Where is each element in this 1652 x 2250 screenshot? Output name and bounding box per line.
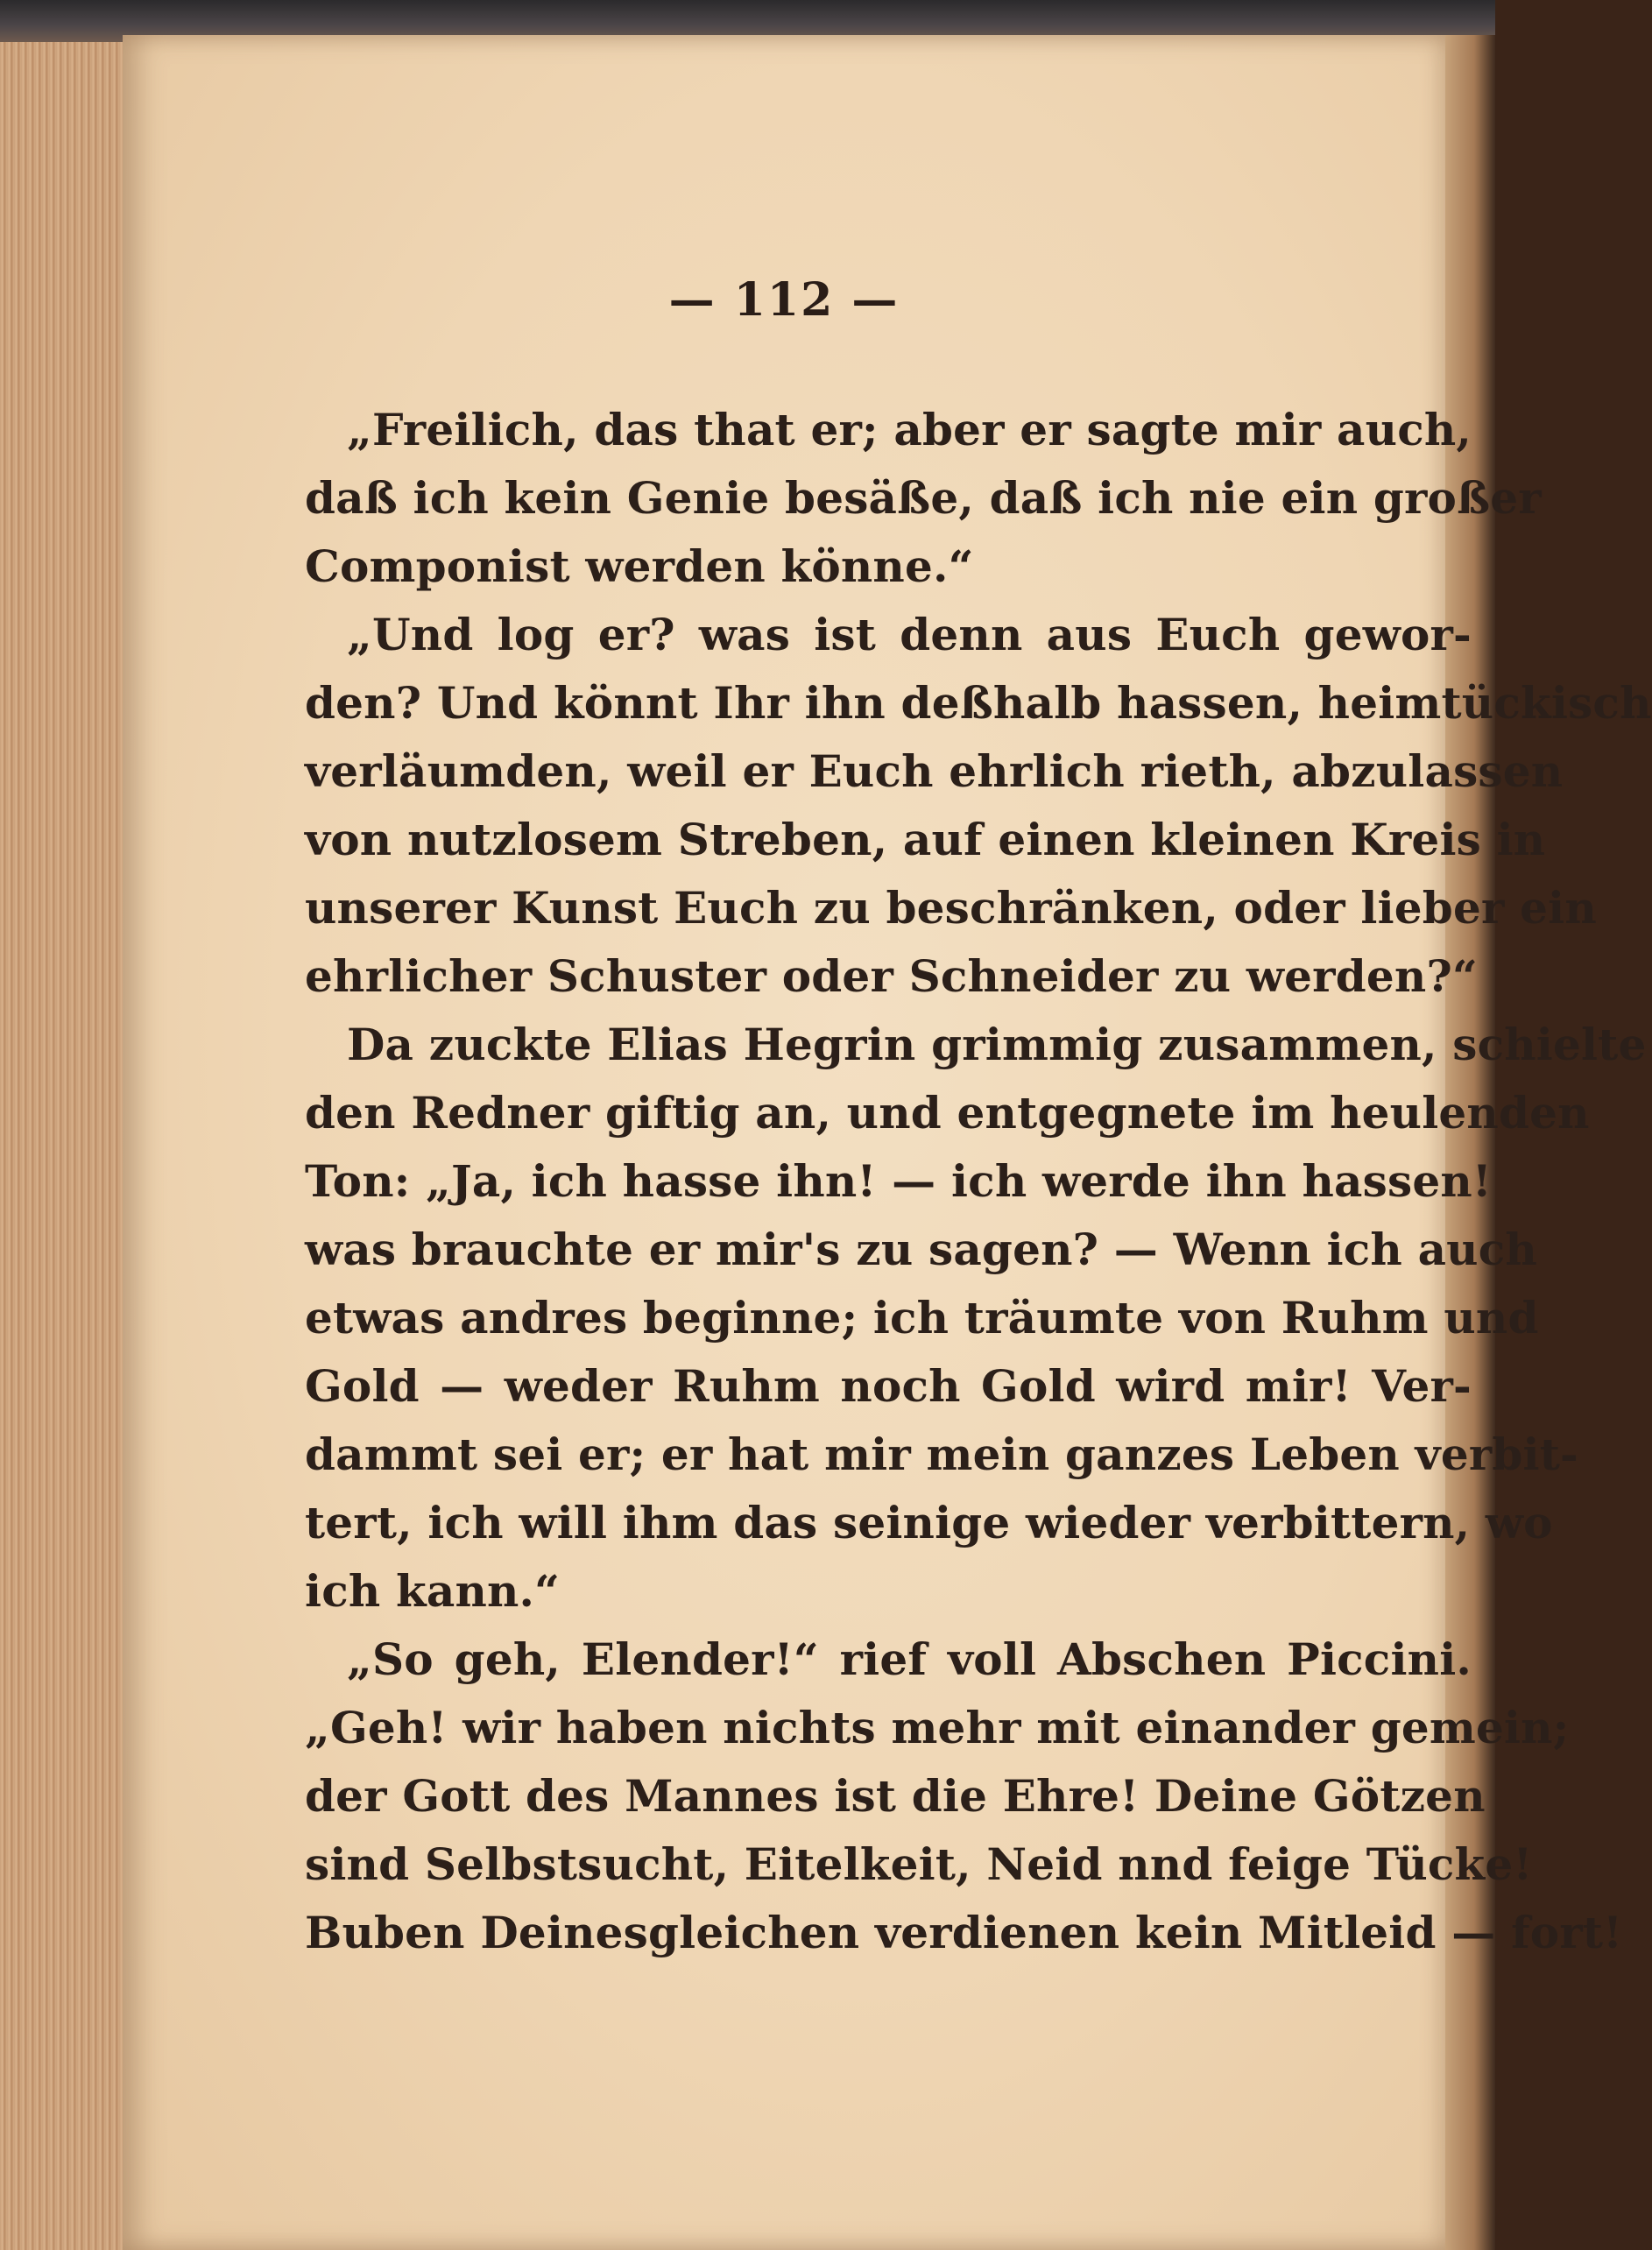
text-line: unserer Kunst Euch zu beschränken, oder lieber ein <box>305 882 1597 934</box>
text-line: der Gott des Mannes ist die Ehre! Deine Götzen <box>305 1770 1486 1822</box>
text-line: den Redner giftig an, und entgegnete im heulenden <box>305 1087 1590 1139</box>
page-number: — 112 — <box>668 273 900 327</box>
text-line: Ton: „Ja, ich hasse ihn! — ich werde ihn hassen! <box>305 1155 1493 1207</box>
text-line: daß ich kein Genie besäße, daß ich nie ein großer <box>305 472 1542 524</box>
text-line: den? Und könnt Ihr ihn deßhalb hassen, heimtückisch <box>305 677 1652 729</box>
text-line: was brauchte er mir's zu sagen? — Wenn ich auch <box>305 1224 1537 1275</box>
page-edges <box>0 26 131 2250</box>
text-line: „Und log er? was ist denn aus Euch gewor- <box>347 609 1472 660</box>
text-line: etwas andres beginne; ich träumte von Ruhm und <box>305 1292 1539 1344</box>
text-line: „Freilich, das that er; aber er sagte mir auch, <box>347 404 1472 455</box>
text-line: „So geh, Elender!“ rief voll Abschen Piccini. <box>347 1633 1472 1685</box>
text-line: dammt sei er; er hat mir mein ganzes Leben verbit- <box>305 1428 1578 1480</box>
text-line: ich kann.“ <box>305 1565 561 1617</box>
text-line: „Geh! wir haben nichts mehr mit einander gemein; <box>305 1702 1570 1753</box>
text-line: sind Selbstsucht, Eitelkeit, Neid nnd feige Tücke! <box>305 1838 1533 1890</box>
book-page <box>123 35 1652 2250</box>
text-line: von nutzlosem Streben, auf einen kleinen Kreis in <box>305 814 1546 865</box>
text-line: verläumden, weil er Euch ehrlich rieth, abzulassen <box>305 745 1564 797</box>
text-line: tert, ich will ihm das seinige wieder verbittern, wo <box>305 1497 1553 1548</box>
text-line: Da zuckte Elias Hegrin grimmig zusammen, schielte <box>347 1019 1647 1070</box>
text-line: Buben Deinesgleichen verdienen kein Mitleid — fort! <box>305 1907 1623 1958</box>
page-text <box>305 396 1652 1967</box>
text-line: Gold — weder Ruhm noch Gold wird mir! Ver- <box>305 1360 1472 1412</box>
text-line: ehrlicher Schuster oder Schneider zu werden?“ <box>305 950 1478 1002</box>
text-line: Componist werden könne.“ <box>305 540 974 592</box>
